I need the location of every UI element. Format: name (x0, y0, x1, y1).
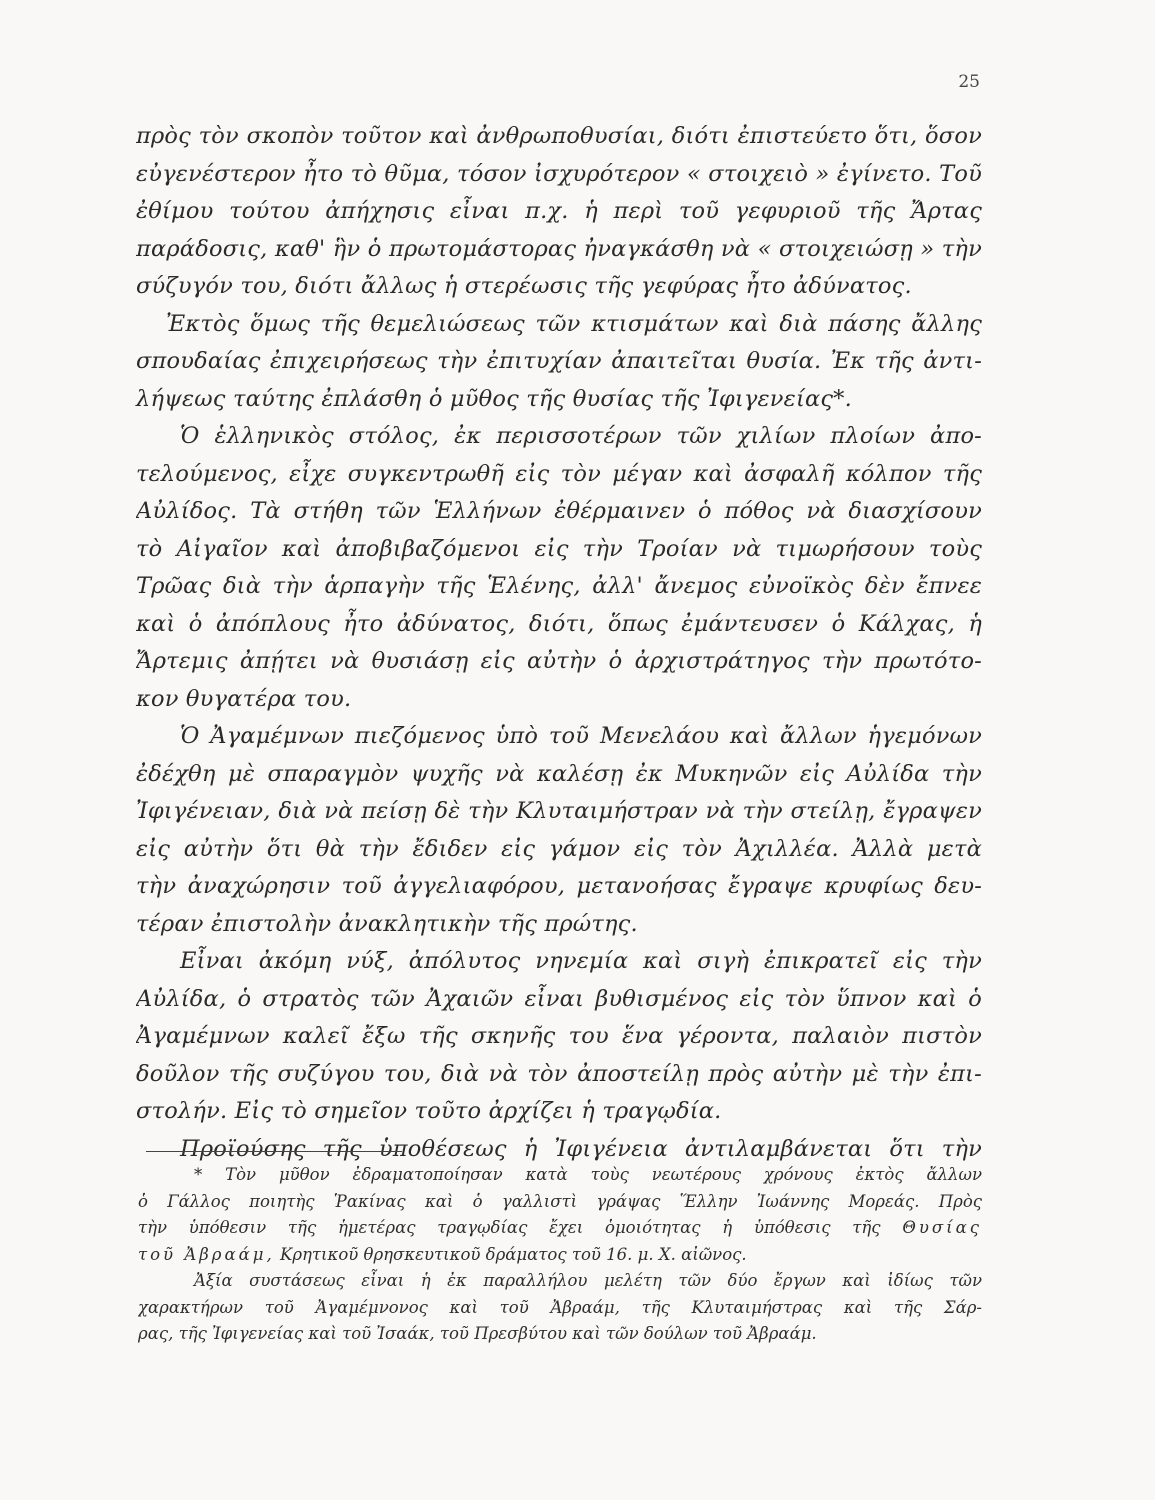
footnotes (138, 1162, 982, 1348)
body-line: Ἄρτεμις ἀπῄτει νὰ θυσιάσῃ εἰς αὐτὴν ὁ ἀρχιστράτηγος τὴν πρωτότο- (136, 648, 982, 674)
body-line: τέραν ἐπιστολὴν ἀνακλητικὴν τῆς πρώτης. (136, 910, 638, 937)
body-line: Ἰφιγένειαν, διὰ νὰ πείσῃ δὲ τὴν Κλυταιμήστραν νὰ τὴν στείλῃ, ἔγραψεν (136, 798, 982, 824)
body-line: τὴν ἀναχώρησιν τοῦ ἀγγελιαφόρου, μετανοήσας ἔγραψε κρυφίως δευ- (136, 873, 982, 899)
body-line: Προϊούσης τῆς ὑποθέσεως ἡ Ἰφιγένεια ἀντιλαμβάνεται ὅτι τὴν (180, 1135, 982, 1162)
body-line: Ἀγαμέμνων καλεῖ ἔξω τῆς σκηνῆς του ἕνα γέροντα, παλαιὸν πιστὸν (136, 1023, 982, 1049)
body-line: λήψεως ταύτης ἐπλάσθη ὁ μῦθος τῆς θυσίας τῆς Ἰφιγενείας*. (136, 385, 852, 412)
footnote-line: * Τὸν μῦθον ἐδραματοποίησαν κατὰ τοὺς νεωτέρους χρόνους ἐκτὸς ἄλλων (194, 1165, 982, 1184)
body-line: δοῦλον τῆς συζύγου του, διὰ νὰ τὸν ἀποστείλῃ πρὸς αὐτὴν μὲ τὴν ἐπι- (136, 1060, 982, 1087)
footnote-line: ρας, τῆς Ἰφιγενείας καὶ τοῦ Ἰσαάκ, τοῦ Πρεσβύτου καὶ τῶν δούλων τοῦ Ἀβραάμ. (138, 1324, 817, 1343)
footnote-emphasis: τοῦ Ἀβραάμ, (138, 1244, 275, 1264)
body-line: Τρῶας διὰ τὴν ἁρπαγὴν τῆς Ἑλένης, ἀλλ' ἄνεμος εὐνοϊκὸς δὲν ἔπνεε (136, 573, 982, 599)
body-line: Ἐκτὸς ὅμως τῆς θεμελιώσεως τῶν κτισμάτων καὶ διὰ πάσης ἄλλης (166, 310, 982, 337)
body-line: Αὐλίδος. Τὰ στήθη τῶν Ἑλλήνων ἐθέρμαινεν ὁ πόθος νὰ διασχίσουν (136, 498, 982, 524)
body-line: Ὁ Ἀγαμέμνων πιεζόμενος ὑπὸ τοῦ Μενελάου καὶ ἄλλων ἡγεμόνων (180, 723, 982, 749)
body-line: τελούμενος, εἶχε συγκεντρωθῆ εἰς τὸν μέγαν καὶ ἀσφαλῆ κόλπον τῆς (136, 460, 982, 487)
footnote-line: ὁ Γάλλος ποιητὴς Ῥακίνας καὶ ὁ γαλλιστὶ γράψας Ἕλλην Ἰωάννης Μορεάς. Πρὸς (138, 1191, 982, 1211)
footnote-line: χαρακτήρων τοῦ Ἀγαμέμνονος καὶ τοῦ Ἀβραάμ, τῆς Κλυταιμήστρας καὶ τῆς Σάρ- (138, 1297, 982, 1317)
body-line: κον θυγατέρα του. (136, 685, 352, 712)
body-line: εὐγενέστερον ἦτο τὸ θῦμα, τόσον ἰσχυρότερον « στοιχειὸ » ἐγίνετο. Τοῦ (136, 160, 982, 187)
body-line: ἐθίμου τούτου ἀπήχησις εἶναι π.χ. ἡ περὶ τοῦ γεφυριοῦ τῆς Ἄρτας (136, 198, 982, 224)
body-line: σύζυγόν του, διότι ἄλλως ἡ στερέωσις τῆς γεφύρας ἦτο ἀδύνατος. (136, 273, 912, 299)
body-line: τὸ Αἰγαῖον καὶ ἀποβιβαζόμενοι εἰς τὴν Τροίαν νὰ τιμωρήσουν τοὺς (136, 535, 982, 562)
body-line: Ὁ ἑλληνικὸς στόλος, ἐκ περισσοτέρων τῶν χιλίων πλοίων ἀπο- (180, 423, 982, 449)
body-line: καὶ ὁ ἀπόπλους ἦτο ἀδύνατος, διότι, ὅπως ἐμάντευσεν ὁ Κάλχας, ἡ (136, 610, 982, 637)
body-line: εἰς αὐτὴν ὅτι θὰ τὴν ἔδιδεν εἰς γάμον εἰς τὸν Ἀχιλλέα. Ἀλλὰ μετὰ (136, 835, 982, 862)
footnote-line (138, 1215, 982, 1242)
page-number: 25 (958, 72, 980, 92)
main-text (136, 118, 982, 1168)
body-line: Αὐλίδα, ὁ στρατὸς τῶν Ἀχαιῶν εἶναι βυθισμένος εἰς τὸν ὕπνον καὶ ὁ (136, 985, 982, 1012)
body-line: παράδοσις, καθ' ἣν ὁ πρωτομάστορας ἠναγκάσθη νὰ « στοιχειώσῃ » τὴν (136, 235, 982, 262)
footnote-emphasis: Θυσίας (902, 1218, 982, 1237)
body-line: ἐδέχθη μὲ σπαραγμὸν ψυχῆς νὰ καλέσῃ ἐκ Μυκηνῶν εἰς Αὐλίδα τὴν (136, 760, 982, 787)
body-line: πρὸς τὸν σκοπὸν τοῦτον καὶ ἀνθρωποθυσίαι, διότι ἐπιστεύετο ὅτι, ὅσον (136, 123, 982, 149)
footnote-text: Κρητικοῦ θρησκευτικοῦ δράματος τοῦ 16. μ. Χ. αἰῶνος. (280, 1244, 747, 1264)
body-line: Εἶναι ἀκόμη νύξ, ἀπόλυτος νηνεμία καὶ σιγὴ ἐπικρατεῖ εἰς τὴν (180, 948, 982, 974)
body-line: σπουδαίας ἐπιχειρήσεως τὴν ἐπιτυχίαν ἀπαιτεῖται θυσία. Ἐκ τῆς ἀντι- (136, 348, 982, 374)
body-line: στολήν. Εἰς τὸ σημεῖον τοῦτο ἀρχίζει ἡ τραγῳδία. (136, 1098, 722, 1124)
footnote-text: τὴν ὑπόθεσιν τῆς ἡμετέρας τραγῳδίας ἔχει ὁμοιότητας ἡ ὑπόθεσις τῆς (138, 1218, 881, 1237)
footnote-line: Ἀξία συστάσεως εἶναι ἡ ἐκ παραλλήλου μελέτη τῶν δύο ἔργων καὶ ἰδίως τῶν (194, 1271, 982, 1290)
footnote-line (138, 1242, 982, 1269)
footnote-divider (146, 1151, 402, 1152)
